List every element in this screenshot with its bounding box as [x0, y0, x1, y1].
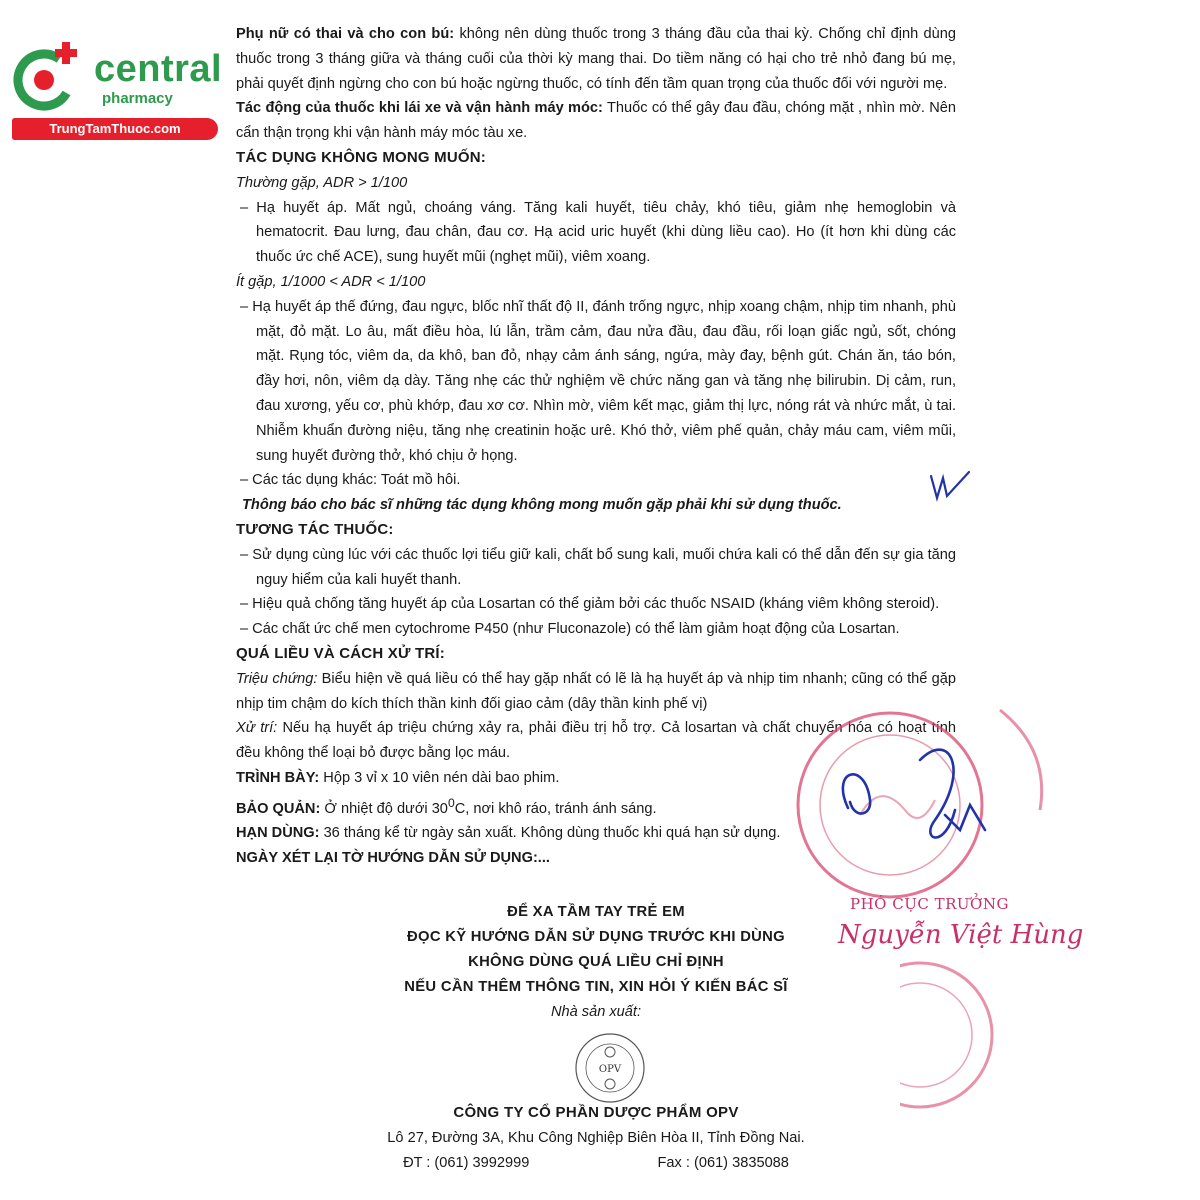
- overdose-symptoms-label: Triệu chứng:: [236, 670, 318, 687]
- driving-text: Thuốc có thể gây đau đầu, chóng mặt , nhìn mờ. Nên cẩn thận trọng khi vận hành máy móc tàu xe.: [236, 100, 956, 142]
- company-contacts: [236, 1151, 956, 1176]
- initial-signature-icon: [925, 468, 975, 504]
- company-name: CÔNG TY CỔ PHẦN DƯỢC PHẨM OPV: [453, 1104, 739, 1121]
- warning-line: ĐỂ XA TẦM TAY TRẺ EM: [507, 904, 685, 920]
- manufacturer-label: Nhà sản xuất:: [550, 1004, 642, 1020]
- interaction-item: – Sử dụng cùng lúc với các thuốc lợi tiểu giữ kali, chất bổ sung kali, muối chứa kali có thể dẫn đến sự gia tăng nguy hiểm của kali huyết thanh.: [240, 546, 956, 588]
- storage-text-end: C, nơi khô ráo, tránh ánh sáng.: [454, 800, 657, 817]
- storage-degree: 0: [447, 795, 455, 810]
- adverse-notice: Thông báo cho bác sĩ những tác dụng không mong muốn gặp phải khi sử dụng thuốc.: [242, 497, 842, 514]
- review-date: NGÀY XÉT LẠI TỜ HƯỚNG DẪN SỬ DỤNG:...: [236, 850, 550, 867]
- presentation-label: TRÌNH BÀY:: [236, 769, 320, 786]
- expiry-label: HẠN DÙNG:: [236, 825, 320, 842]
- presentation-text: Hộp 3 vỉ x 10 viên nén dài bao phim.: [319, 769, 560, 786]
- official-seal-icon: [770, 690, 1060, 920]
- signer-title: PHÓ CỤC TRƯỞNG: [850, 895, 1009, 913]
- driving-label: Tác động của thuốc khi lái xe và vận hành máy móc:: [236, 100, 603, 117]
- interaction-item: – Hiệu quả chống tăng huyết áp của Losartan có thể giảm bởi các thuốc NSAID (kháng viêm không steroid).: [240, 596, 940, 613]
- adverse-uncommon-label: Ít gặp, 1/1000 < ADR < 1/100: [236, 273, 426, 290]
- interaction-item: – Các chất ức chế men cytochrome P450 (như Fluconazole) có thể làm giảm hoạt động của Losartan.: [240, 621, 900, 638]
- overdose-treatment-label: Xử trí:: [236, 720, 278, 737]
- expiry-text: 36 tháng kể từ ngày sản xuất. Không dùng thuốc khi quá hạn sử dụng.: [319, 825, 781, 842]
- adverse-heading: TÁC DỤNG KHÔNG MONG MUỐN:: [236, 148, 486, 166]
- logo-subtitle: pharmacy: [102, 90, 173, 107]
- overdose-heading: QUÁ LIỀU VÀ CÁCH XỬ TRÍ:: [236, 644, 445, 662]
- warning-line: ĐỌC KỸ HƯỚNG DẪN SỬ DỤNG TRƯỚC KHI DÙNG: [407, 929, 785, 945]
- pregnancy-text: không nên dùng thuốc trong 3 tháng đầu của thai kỳ. Chống chỉ định dùng thuốc trong 3 tháng giữa và tháng cuối của thời kỳ mang thai. Do tiềm năng có hại cho trẻ nhỏ đang bú mẹ, phải quyết định ngừng cho con bú hoặc ngừng thuốc, có tính đến tầm quan trọng của thuốc đối với người mẹ.: [236, 26, 956, 92]
- opv-emblem-text: OPV: [598, 1064, 622, 1075]
- opv-emblem-icon: [572, 1030, 648, 1106]
- company-fax: Fax : (061) 3835088: [657, 1155, 789, 1171]
- company-phone: ĐT : (061) 3992999: [403, 1155, 530, 1171]
- signer-name: Nguyễn Việt Hùng: [838, 920, 1084, 950]
- adverse-common-item: – Hạ huyết áp. Mất ngủ, choáng váng. Tăng kali huyết, tiêu chảy, khó tiêu, giảm nhẹ hemoglobin và hematocrit. Đau lưng, đau chân, đau cơ. Hạ acid uric huyết (khi dùng liều cao). Ho (ít hơn khi dùng các thuốc ức chế ACE), sung huyết mũi (nghẹt mũi), viêm xoang.: [240, 199, 956, 266]
- pregnancy-section: [236, 22, 956, 96]
- driving-section: [236, 96, 956, 146]
- company-address: Lô 27, Đường 3A, Khu Công Nghiệp Biên Hòa II, Tỉnh Đồng Nai.: [387, 1130, 805, 1146]
- company-block: [236, 1100, 956, 1176]
- interactions-heading: TƯƠNG TÁC THUỐC:: [236, 520, 394, 538]
- logo-name: central: [94, 48, 223, 90]
- overdose-symptoms-text: Biểu hiện về quá liều có thể hay gặp nhất có lẽ là hạ huyết áp và nhịp tim nhanh; cũng có thể gặp nhịp tim chậm do kích thích thần kinh đối giao cảm (dây thần kinh phế vị): [236, 670, 957, 712]
- adverse-uncommon-item: – Hạ huyết áp thế đứng, đau ngực, blốc nhĩ thất độ II, đánh trống ngực, nhịp xoang chậm, nhịp tim nhanh, phù mặt, đỏ mặt. Lo âu, mất điều hòa, lú lẫn, trầm cảm, đau nửa đầu, đau đầu, rối loạn giấc ngủ, sốt, chóng mặt. Rụng tóc, viêm da, da khô, ban đỏ, nhạy cảm ánh sáng, ngứa, mày đay, bệnh gút. Chán ăn, táo bón, đầy hơi, nôn, viêm dạ dày. Tăng nhẹ các thử nghiệm về chức năng gan và tăng nhẹ bilirubin. Dị cảm, run, đau xương, yếu cơ, phù khớp, đau xơ cơ. Nhìn mờ, viêm kết mạc, giảm thị lực, nóng rát và nhức mắt, ù tai. Nhiễm khuẩn đường niệu, tăng nhẹ creatinin hoặc urê. Khó thở, viêm phế quản, chảy máu cam, viêm mũi, sung huyết đường thở, khó chịu ở họng.: [240, 298, 956, 464]
- warning-line: KHÔNG DÙNG QUÁ LIỀU CHỈ ĐỊNH: [468, 954, 724, 970]
- adverse-other-item: – Các tác dụng khác: Toát mồ hôi.: [240, 472, 461, 489]
- central-pharmacy-logo: [10, 40, 223, 140]
- warnings-block: [236, 900, 956, 1025]
- overdose-treatment-text: Nếu hạ huyết áp triệu chứng xảy ra, phải điều trị hỗ trợ. Cả losartan và chất chuyển hóa có hoạt tính đều không thể loại bỏ được bằng lọc máu.: [236, 720, 957, 762]
- pregnancy-label: Phụ nữ có thai và cho con bú:: [236, 26, 455, 42]
- warning-line: NẾU CẦN THÊM THÔNG TIN, XIN HỎI Ý KIẾN BÁC SĨ: [404, 979, 788, 995]
- logo-website-link[interactable]: TrungTamThuoc.com: [12, 118, 218, 140]
- storage-text: Ở nhiệt độ dưới 30: [320, 800, 448, 817]
- pharmacy-cross-icon: [10, 40, 90, 120]
- storage-label: BẢO QUẢN:: [236, 800, 321, 817]
- adverse-common-label: Thường gặp, ADR > 1/100: [236, 174, 408, 191]
